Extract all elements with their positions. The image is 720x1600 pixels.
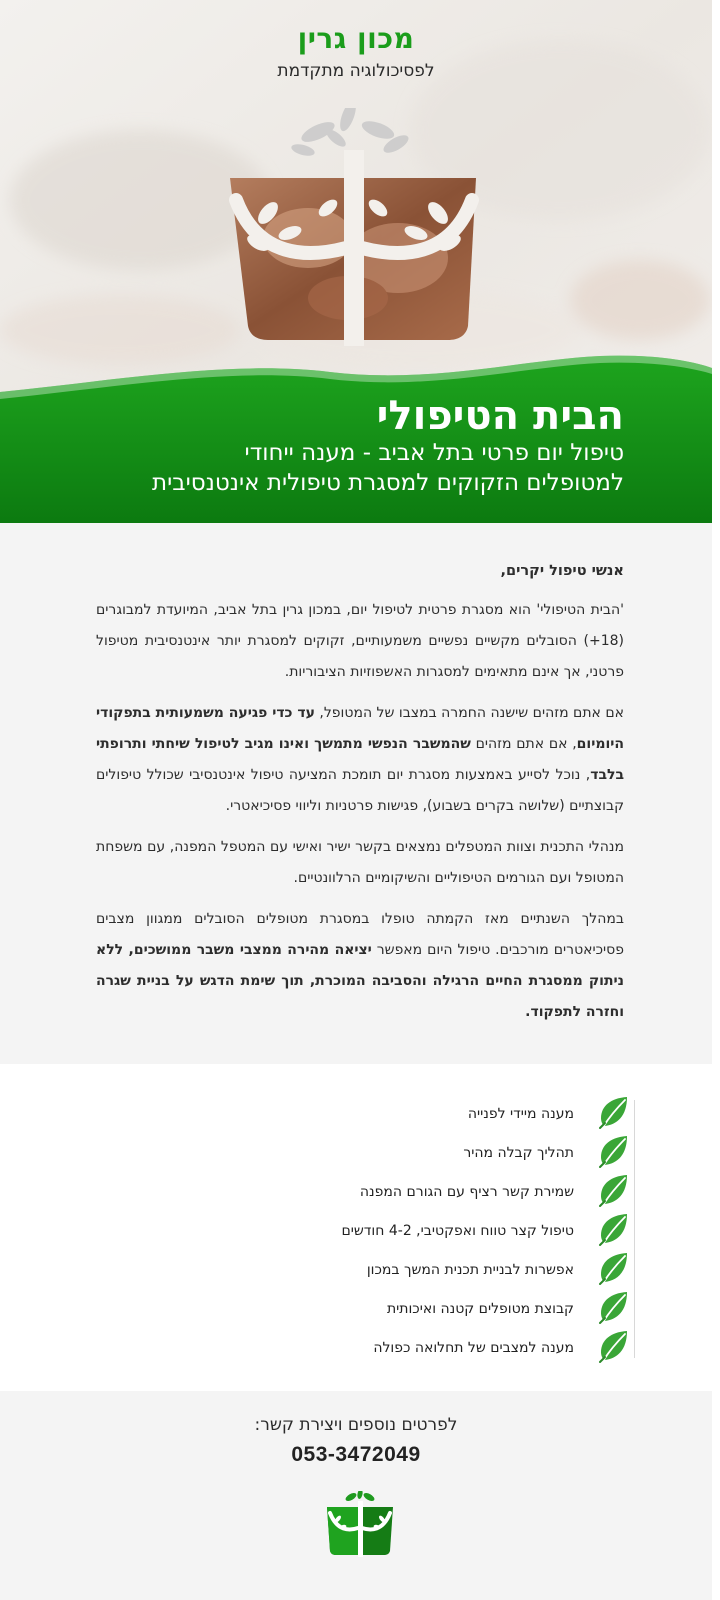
- paragraph-referral: [96, 698, 624, 822]
- contact-label: לפרטים נוספים ויצירת קשר:: [254, 1415, 458, 1435]
- hero-subtitle-line2: למטופלים הזקוקים למסגרת טיפולית אינטנסיבית: [152, 470, 624, 496]
- paragraph-intro: 'הבית הטיפולי' הוא מסגרת פרטית לטיפול יום, במכון גרין בתל אביב, המיועדת למבוגרים (18+) הסובלים מקשיים נפשיים משמעותיים, זקוקים למסגרת יותר אינטנסיבית מטיפול פרטני, אך אינם מתאימים למסגרות האשפוזיות הציבוריות.: [96, 602, 624, 680]
- leaf-icon: [597, 1094, 631, 1130]
- leaf-icon: [597, 1172, 631, 1208]
- hero-title: הבית הטיפולי: [376, 393, 624, 439]
- benefits-list: [0, 1064, 712, 1391]
- benefit-item: [367, 1250, 574, 1290]
- benefit-item: [341, 1211, 574, 1251]
- hero-subtitle-line1: טיפול יום פרטי בתל אביב - מענה ייחודי: [244, 440, 624, 466]
- contact-section: [0, 1391, 712, 1600]
- benefit-label: תהליך קבלה מהיר: [463, 1145, 574, 1161]
- brand-header: [0, 22, 712, 81]
- paragraph-outcomes: [96, 904, 624, 1028]
- leaf-icon: [597, 1211, 631, 1247]
- paragraph-team: מנהלי התכנית וצוות המטפלים נמצאים בקשר ישיר ואישי עם המטפל המפנה, עם משפחת המטופל ועם הגורמים הטיפוליים והשיקומיים הרלוונטיים.: [96, 839, 624, 886]
- text-span: במהלך השנתיים מאז הקמתה טופלו במסגרת מטופלים הסובלים ממגוון מצבים פסיכיאטרים מורכבים. טיפול היום מאפשר: [96, 911, 624, 958]
- leaf-icon: [597, 1133, 631, 1169]
- tree-logo-icon: [228, 108, 488, 346]
- hero-banner: [0, 0, 712, 523]
- benefit-label: מענה למצבים של תחלואה כפולה: [373, 1340, 574, 1356]
- benefit-label: מענה מיידי לפנייה: [467, 1106, 574, 1122]
- text-span: אם אתם מזהים שישנה החמרה במצבו של המטופל,: [314, 705, 624, 721]
- bold-span: שהמשבר הנפשי מתמשך ואינו מגיב לטיפול שיחתי ותרופתי בלבד: [96, 736, 624, 783]
- benefit-item: [468, 1094, 574, 1134]
- hero-heading-block: [152, 394, 624, 498]
- bold-span: עד כדי פגיעה משמעותית בתפקודי היומיום: [96, 705, 625, 752]
- text-span: , נוכל לסייע באמצעות מסגרת יום תומכת המציעה טיפול אינטנסיבי שכולל טיפולים קבוצתיים (שלושה בקרים בשבוע), פגישות פרטניות וליווי פסיכיאטרי.: [96, 767, 624, 814]
- leaf-icon: [597, 1328, 631, 1364]
- bold-span: יציאה מהירה ממצבי משבר ממושכים, ללא ניתוק ממסגרת החיים הרגילה והסביבה המוכרת, תוך שימת הדגש על בניית שגרה וחזרה לתפקוד.: [96, 942, 624, 1020]
- benefit-item: [387, 1289, 574, 1329]
- leaf-icon: [597, 1250, 631, 1286]
- contact-phone[interactable]: 053-3472049: [291, 1443, 421, 1466]
- text-span: , אם אתם מזהים: [470, 736, 577, 752]
- benefit-item: [360, 1172, 574, 1212]
- brand-tagline: לפסיכולוגיה מתקדמת: [277, 61, 435, 81]
- brand-name: מכון גרין: [297, 22, 415, 55]
- letter-body: [0, 523, 712, 1028]
- letter-greeting: אנשי טיפול יקרים,: [500, 563, 624, 579]
- page-edge: [712, 0, 720, 1600]
- divider: [634, 1100, 635, 1358]
- benefit-label: קבוצת מטופלים קטנה ואיכותית: [386, 1301, 574, 1317]
- footer-tree-logo-icon: [325, 1491, 395, 1557]
- benefit-item: [373, 1328, 574, 1368]
- benefit-label: שמירת קשר רציף עם הגורם המפנה: [359, 1184, 574, 1200]
- leaf-icon: [597, 1289, 631, 1325]
- benefit-label: טיפול קצר טווח ואפקטיבי, 4-2 חודשים: [341, 1223, 574, 1239]
- benefit-item: [463, 1133, 574, 1173]
- benefit-label: אפשרות לבניית תכנית המשך במכון: [366, 1262, 574, 1278]
